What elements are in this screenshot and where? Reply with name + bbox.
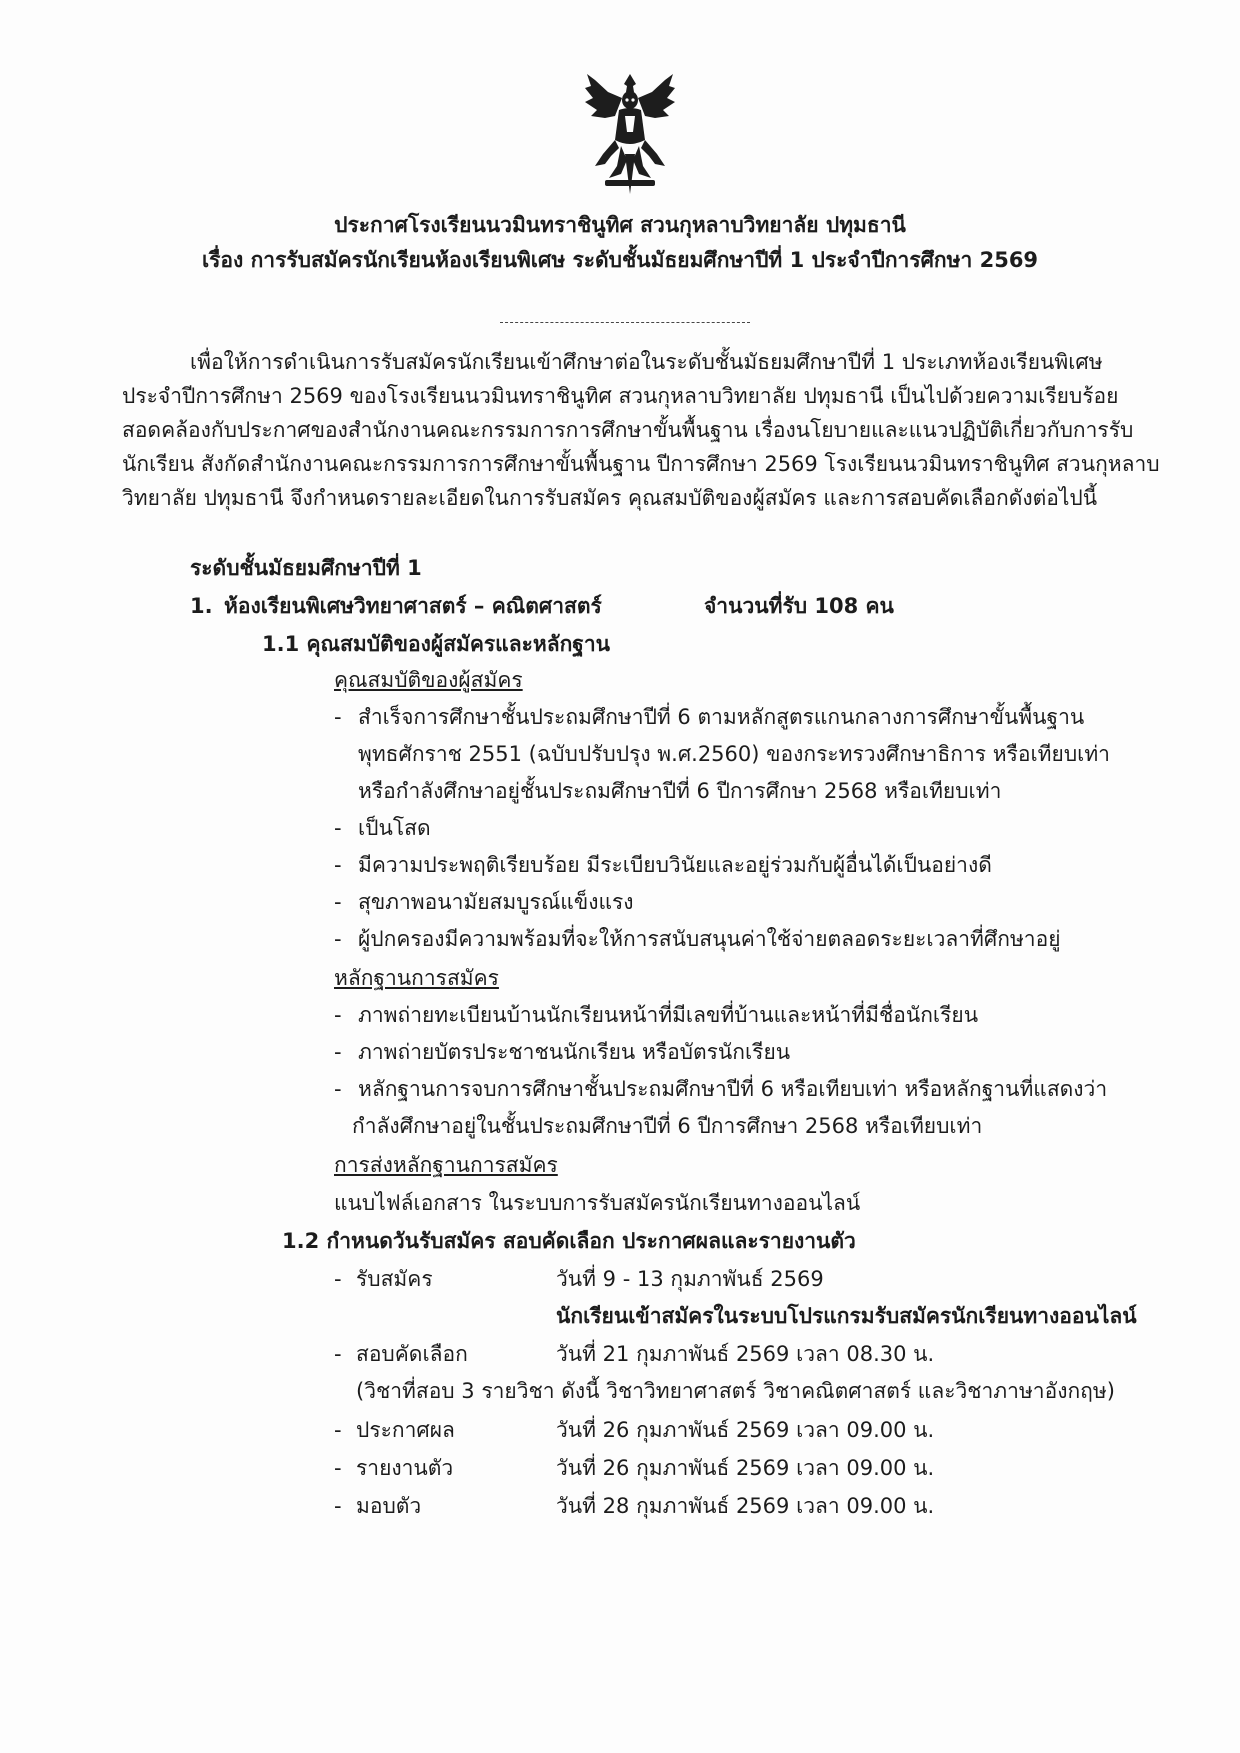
intro-paragraph-line: ประจำปีการศึกษา 2569 ของโรงเรียนนวมินทราชินูทิศ สวนกุหลาบวิทยาลัย ปทุมธานี เป็นไปด้วยความเรียบร้อย (122, 384, 1119, 408)
list-dash: - (334, 1342, 342, 1366)
qualifications-title: คุณสมบัติของผู้สมัคร (334, 668, 523, 692)
list-dash: - (334, 1494, 342, 1518)
qualification-item-continued: พุทธศักราช 2551 (ฉบับปรับปรุง พ.ศ.2560) ของกระทรวงศึกษาธิการ หรือเทียบเท่า (358, 742, 1110, 766)
list-dash: - (334, 1456, 342, 1480)
list-dash: - (334, 1077, 342, 1101)
program-quota: จำนวนที่รับ 108 คน (704, 594, 894, 618)
qualification-item-continued: หรือกำลังศึกษาอยู่ชั้นประถมศึกษาปีที่ 6 ปีการศึกษา 2568 หรือเทียบเท่า (358, 779, 1002, 803)
schedule-label: ประกาศผล (356, 1418, 455, 1442)
submission-title: การส่งหลักฐานการสมัคร (334, 1153, 558, 1177)
schedule-date: วันที่ 26 กุมภาพันธ์ 2569 เวลา 09.00 น. (556, 1456, 935, 1480)
intro-paragraph-line: เพื่อให้การดำเนินการรับสมัครนักเรียนเข้าศึกษาต่อในระดับชั้นมัธยมศึกษาปีที่ 1 ประเภทห้องเรียนพิเศษ (190, 350, 1103, 374)
schedule-note: (วิชาที่สอบ 3 รายวิชา ดังนี้ วิชาวิทยาศาสตร์ วิชาคณิตศาสตร์ และวิชาภาษาอังกฤษ) (356, 1379, 1115, 1403)
announcement-title: ประกาศโรงเรียนนวมินทราชินูทิศ สวนกุหลาบวิทยาลัย ปทุมธานี (334, 213, 906, 237)
list-dash: - (334, 927, 342, 951)
schedule-date: วันที่ 9 - 13 กุมภาพันธ์ 2569 (556, 1267, 824, 1291)
section-1-1-heading: 1.1 คุณสมบัติของผู้สมัครและหลักฐาน (262, 632, 611, 656)
qualification-item: สุขภาพอนามัยสมบูรณ์แข็งแรง (358, 890, 634, 914)
list-dash: - (334, 853, 342, 877)
list-dash: - (334, 890, 342, 914)
qualification-item: เป็นโสด (358, 816, 431, 840)
schedule-label: สอบคัดเลือก (356, 1342, 468, 1366)
schedule-label: รับสมัคร (356, 1267, 433, 1291)
evidence-item: หลักฐานการจบการศึกษาชั้นประถมศึกษาปีที่ 6 หรือเทียบเท่า หรือหลักฐานที่แสดงว่า (358, 1077, 1108, 1101)
evidence-title: หลักฐานการสมัคร (334, 966, 499, 990)
schedule-date: วันที่ 21 กุมภาพันธ์ 2569 เวลา 08.30 น. (556, 1342, 935, 1366)
intro-paragraph-line: สอดคล้องกับประกาศของสำนักงานคณะกรรมการการศึกษาขั้นพื้นฐาน เรื่องนโยบายและแนวปฏิบัติเกี่ยวกับการรับ (122, 418, 1134, 442)
intro-paragraph-line: นักเรียน สังกัดสำนักงานคณะกรรมการการศึกษาขั้นพื้นฐาน ปีการศึกษา 2569 โรงเรียนนวมินทราชินูทิศ สวนกุหลาบ (122, 452, 1160, 476)
schedule-label: รายงานตัว (356, 1456, 454, 1480)
evidence-item: ภาพถ่ายบัตรประชาชนนักเรียน หรือบัตรนักเรียน (358, 1040, 791, 1064)
list-dash: - (334, 1418, 342, 1442)
submission-text: แนบไฟล์เอกสาร ในระบบการรับสมัครนักเรียนทางออนไลน์ (334, 1191, 861, 1215)
announcement-subject: เรื่อง การรับสมัครนักเรียนห้องเรียนพิเศษ ระดับชั้นมัธยมศึกษาปีที่ 1 ประจำปีการศึกษา 2569 (201, 248, 1039, 272)
schedule-note: นักเรียนเข้าสมัครในระบบโปรแกรมรับสมัครนักเรียนทางออนไลน์ (556, 1304, 1137, 1328)
intro-paragraph-line: วิทยาลัย ปทุมธานี จึงกำหนดรายละเอียดในการรับสมัคร คุณสมบัติของผู้สมัคร และการสอบคัดเลือกดังต่อไปนี้ (122, 486, 1098, 510)
section-1-2-heading: 1.2 กำหนดวันรับสมัคร สอบคัดเลือก ประกาศผลและรายงานตัว (282, 1229, 856, 1253)
level-heading: ระดับชั้นมัธยมศึกษาปีที่ 1 (190, 556, 422, 580)
evidence-item-continued: กำลังศึกษาอยู่ในชั้นประถมศึกษาปีที่ 6 ปีการศึกษา 2568 หรือเทียบเท่า (352, 1114, 983, 1138)
list-dash: - (334, 816, 342, 840)
list-dash: - (334, 705, 342, 729)
schedule-date: วันที่ 28 กุมภาพันธ์ 2569 เวลา 09.00 น. (556, 1494, 935, 1518)
evidence-item: ภาพถ่ายทะเบียนบ้านนักเรียนหน้าที่มีเลขที่บ้านและหน้าที่มีชื่อนักเรียน (358, 1003, 979, 1027)
list-dash: - (334, 1267, 342, 1291)
title-divider (500, 322, 750, 323)
qualification-item: สำเร็จการศึกษาชั้นประถมศึกษาปีที่ 6 ตามหลักสูตรแกนกลางการศึกษาขั้นพื้นฐาน (358, 705, 1085, 729)
program-number: 1. (190, 594, 213, 618)
list-dash: - (334, 1040, 342, 1064)
schedule-label: มอบตัว (356, 1494, 422, 1518)
qualification-item: มีความประพฤติเรียบร้อย มีระเบียบวินัยและอยู่ร่วมกับผู้อื่นได้เป็นอย่างดี (358, 853, 992, 877)
list-dash: - (334, 1003, 342, 1027)
schedule-date: วันที่ 26 กุมภาพันธ์ 2569 เวลา 09.00 น. (556, 1418, 935, 1442)
qualification-item: ผู้ปกครองมีความพร้อมที่จะให้การสนับสนุนค่าใช้จ่ายตลอดระยะเวลาที่ศึกษาอยู่ (358, 927, 1061, 951)
program-name: ห้องเรียนพิเศษวิทยาศาสตร์ – คณิตศาสตร์ (224, 594, 602, 618)
garuda-emblem-icon (575, 70, 685, 200)
